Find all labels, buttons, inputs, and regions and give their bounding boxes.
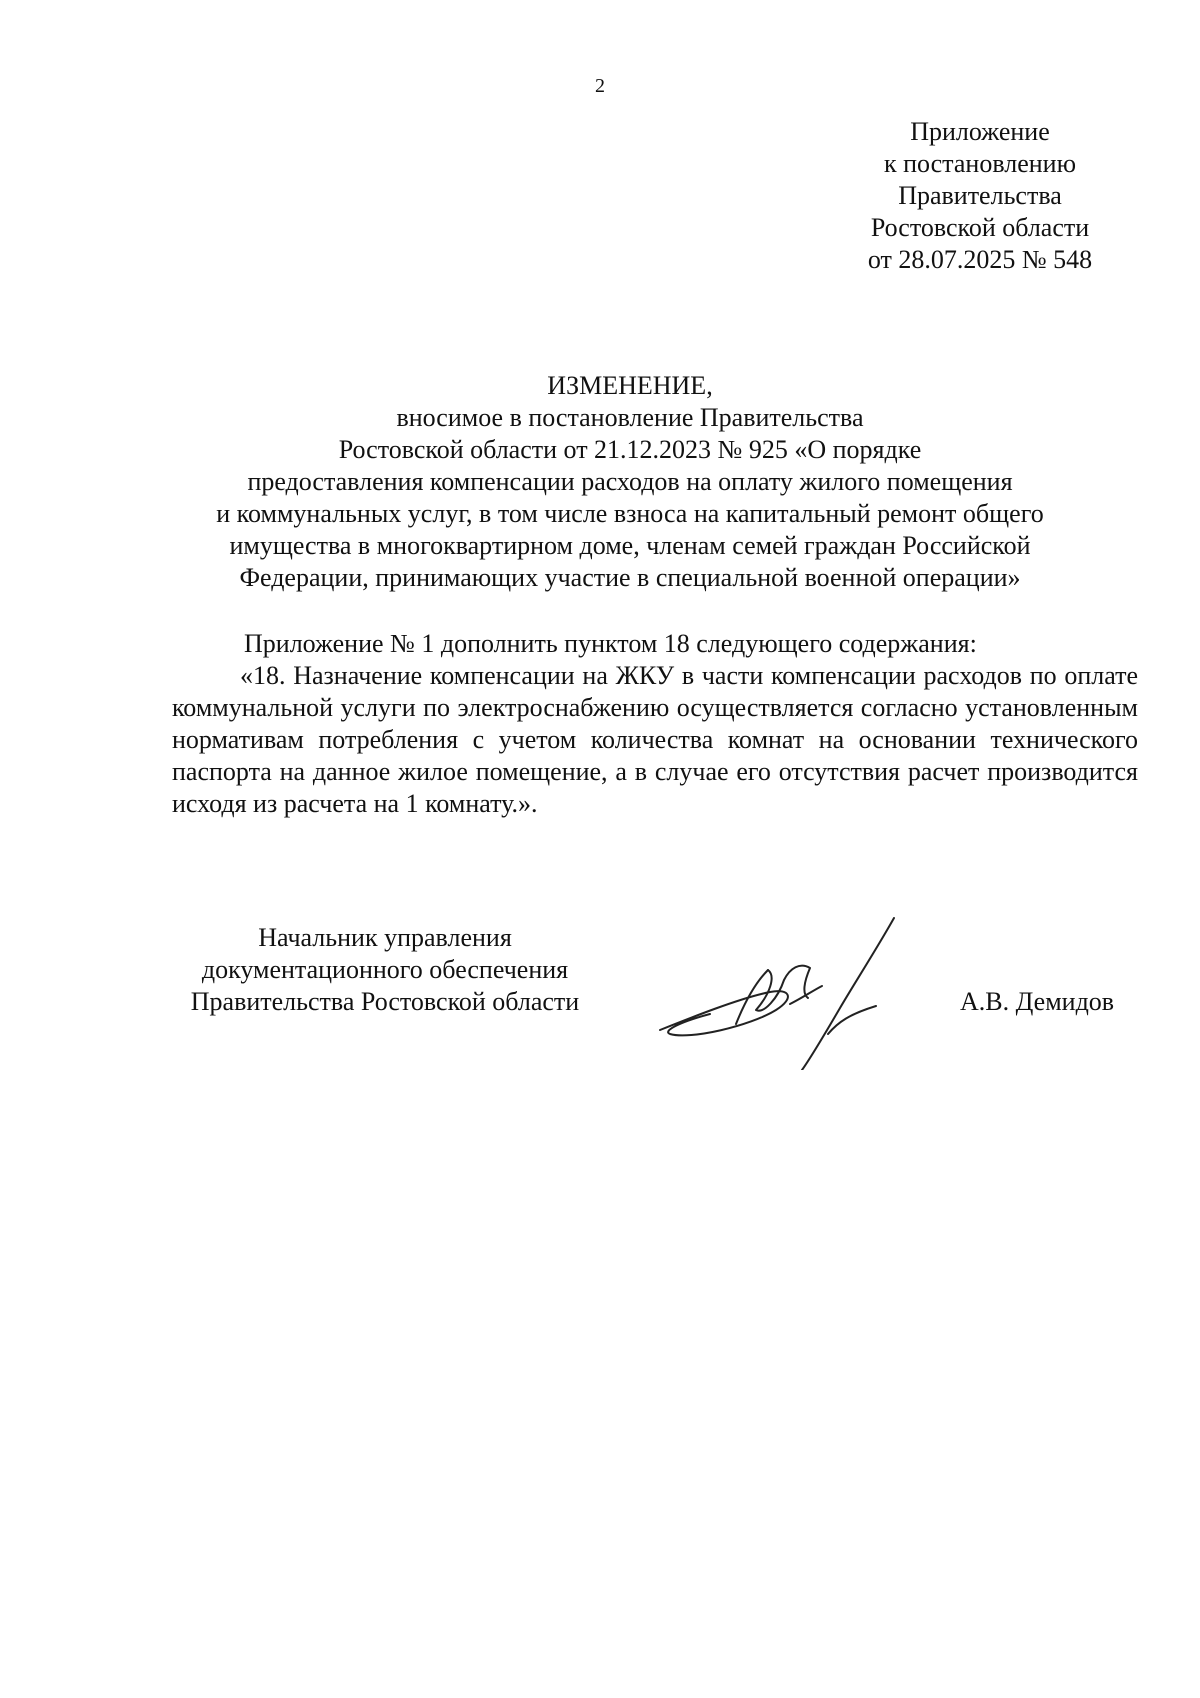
position-line: Начальник управления: [258, 923, 512, 952]
title-line: предоставления компенсации расходов на оплату жилого помещения: [247, 467, 1013, 496]
signatory-position: [160, 922, 610, 1018]
title-line: вносимое в постановление Правительства: [396, 403, 864, 432]
title-line: Ростовской области от 21.12.2023 № 925 «О порядке: [338, 435, 922, 464]
document-title: [150, 370, 1110, 594]
appendix-header: [830, 116, 1130, 276]
appendix-line: Правительства: [898, 181, 1062, 210]
handwritten-signature: [650, 910, 940, 1070]
document-body: [172, 628, 1138, 820]
appendix-line: от 28.07.2025 № 548: [867, 245, 1093, 274]
title-line: Федерации, принимающих участие в специальной военной операции»: [239, 563, 1021, 592]
appendix-line: Приложение: [910, 117, 1050, 146]
title-line: имущества в многоквартирном доме, членам семей граждан Российской: [229, 531, 1031, 560]
title-line: и коммунальных услуг, в том числе взноса на капитальный ремонт общего: [216, 499, 1044, 528]
position-line: документационного обеспечения: [201, 955, 569, 984]
signatory-name: А.В. Демидов: [960, 987, 1115, 1016]
page-number: 2: [595, 75, 605, 97]
title-heading: ИЗМЕНЕНИЕ,: [547, 371, 713, 400]
appendix-line: к постановлению: [883, 149, 1077, 178]
position-line: Правительства Ростовской области: [190, 987, 580, 1016]
body-paragraph: «18. Назначение компенсации на ЖКУ в части компенсации расходов по оплате коммунальной услуги по электроснабжению осуществляется согласно установленным нормативам потребления с учетом количества комнат на основании технического паспорта на данное жилое помещение, а в случае его отсутствия расчет производится исходя из расчета на 1 комнату.».: [172, 661, 1138, 818]
body-intro: Приложение № 1 дополнить пунктом 18 следующего содержания:: [244, 629, 977, 658]
appendix-line: Ростовской области: [870, 213, 1090, 242]
